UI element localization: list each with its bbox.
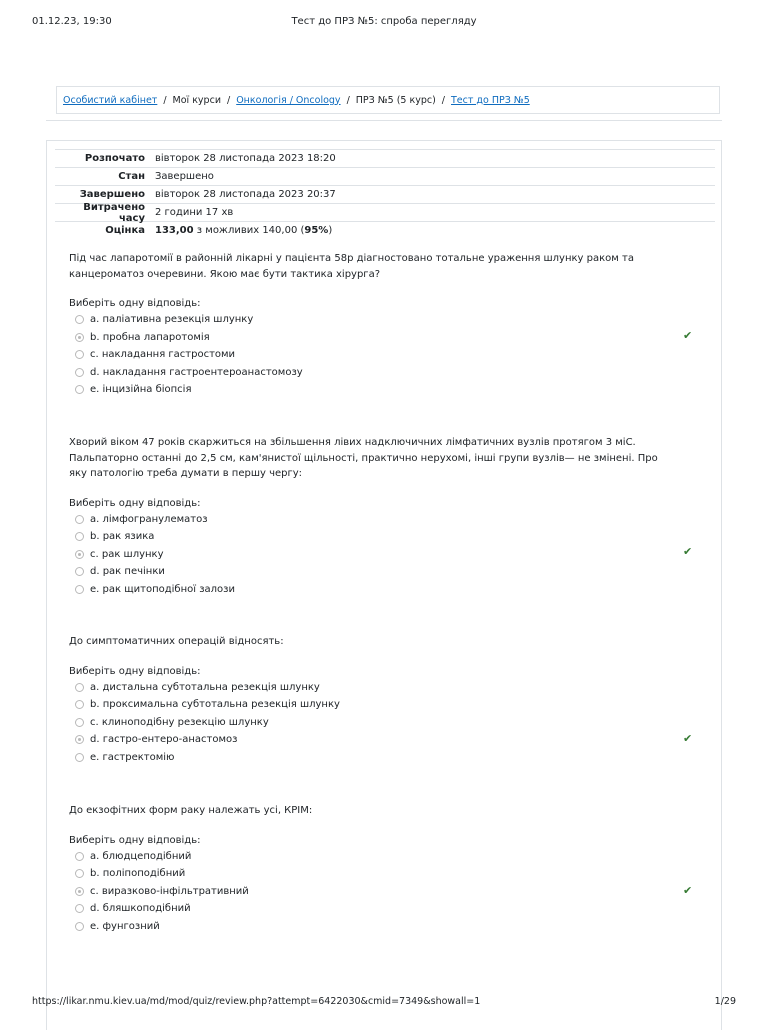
answer-list — [69, 848, 699, 936]
print-footer — [32, 996, 736, 1010]
radio-button[interactable] — [75, 700, 84, 709]
check-icon: ✔ — [683, 732, 693, 745]
answer-prompt: Виберіть одну відповідь: — [69, 298, 201, 309]
attempt-summary-table — [55, 149, 715, 239]
answer-prompt: Виберіть одну відповідь: — [69, 665, 201, 677]
print-datetime: 01.12.23, 19:30 — [32, 16, 112, 27]
question-4 — [69, 803, 699, 935]
question-text: Під час лапаротомії в районній лікарні у пацієнта 58р діагностовано тотальне ураження шлунку раком та канцероматоз очеревини. Якою має бути тактика хірурга? — [69, 253, 634, 280]
radio-button-selected[interactable] — [75, 333, 84, 342]
radio-button[interactable] — [75, 718, 84, 727]
breadcrumb — [56, 86, 720, 114]
answer-list — [69, 679, 699, 767]
question-text: Хворий віком 47 років скаржиться на збільшення лівих надключичних лімфатичних вузлів протягом 3 міС. Пальпаторно останні до 2,5 см, кам'янистої щільності, практично нерухомі, інші групи вузлів— не змінені. Про яку патологію треба думати в першу чергу: — [69, 437, 658, 479]
breadcrumb-my-courses: Мої курси — [172, 94, 221, 106]
question-text: До екзофітних форм раку належать усі, КРІМ: — [69, 805, 313, 816]
answer-option: d. накладання гастроентероанастомозу — [69, 364, 699, 382]
answer-option: a. паліативна резекція шлунку — [69, 311, 699, 329]
answer-option: c. накладання гастростоми — [69, 346, 699, 364]
answer-option: c. клиноподібну резекцію шлунку — [69, 714, 699, 732]
summary-row-grade: Оцінка 133,00 з можливих 140,00 (95%) — [55, 221, 715, 239]
answer-option: a. дистальна субтотальна резекція шлунку — [69, 679, 699, 697]
radio-button-selected[interactable] — [75, 550, 84, 559]
question-2 — [69, 435, 699, 598]
answer-option: b. рак язика — [69, 528, 699, 546]
answer-list — [69, 511, 699, 599]
answer-option: c. рак шлунку — [69, 546, 699, 564]
quiz-review-content — [46, 140, 722, 1030]
check-icon: ✔ — [683, 545, 693, 558]
answer-option: b. пробна лапаротомія — [69, 329, 699, 347]
radio-button[interactable] — [75, 567, 84, 576]
breadcrumb-separator: / — [346, 94, 350, 106]
question-3 — [69, 634, 699, 766]
check-icon: ✔ — [683, 329, 693, 342]
answer-option: e. рак щитоподібної залози — [69, 581, 699, 599]
grade-value: 133,00 з можливих 140,00 (95%) — [155, 225, 333, 236]
answer-option: d. рак печінки — [69, 563, 699, 581]
breadcrumb-section: ПРЗ №5 (5 курс) — [355, 94, 436, 106]
answer-option: d. гастро-ентеро-анастомоз — [69, 731, 699, 749]
breadcrumb-separator: / — [163, 94, 167, 106]
breadcrumb-course-link[interactable]: Онкологія / Oncology — [236, 94, 341, 106]
answer-option: a. блюдцеподібний — [69, 848, 699, 866]
breadcrumb-separator: / — [441, 94, 445, 106]
print-title: Тест до ПРЗ №5: спроба перегляду — [291, 16, 477, 27]
radio-button[interactable] — [75, 753, 84, 762]
breadcrumb-separator: / — [227, 94, 231, 106]
summary-row-started: Розпочато вівторок 28 листопада 2023 18:20 — [55, 149, 715, 167]
question-1 — [69, 251, 699, 399]
answer-option: e. гастректомію — [69, 749, 699, 767]
page-number: 1/29 — [714, 996, 736, 1007]
breadcrumb-quiz-link[interactable]: Тест до ПРЗ №5 — [451, 94, 530, 106]
radio-button[interactable] — [75, 350, 84, 359]
radio-button[interactable] — [75, 385, 84, 394]
check-icon: ✔ — [683, 884, 693, 897]
answer-option: e. інцизійна біопсія — [69, 381, 699, 399]
answer-prompt: Виберіть одну відповідь: — [69, 497, 201, 509]
radio-button[interactable] — [75, 922, 84, 931]
radio-button[interactable] — [75, 585, 84, 594]
answer-option: b. поліпоподібний — [69, 865, 699, 883]
print-url: https://likar.nmu.kiev.ua/md/mod/quiz/review.php?attempt=6422030&cmid=7349&showall=1 — [32, 996, 481, 1007]
radio-button[interactable] — [75, 515, 84, 524]
radio-button[interactable] — [75, 368, 84, 377]
divider — [46, 120, 722, 121]
summary-row-time-taken: Витрачено часу 2 години 17 хв — [55, 203, 715, 221]
radio-button-selected[interactable] — [75, 735, 84, 744]
radio-button[interactable] — [75, 869, 84, 878]
answer-option: b. проксимальна субтотальна резекція шлунку — [69, 696, 699, 714]
summary-row-state: Стан Завершено — [55, 167, 715, 185]
answer-option: c. виразково-інфільтративний — [69, 883, 699, 901]
answer-option: a. лімфогранулематоз — [69, 511, 699, 529]
question-text: До симптоматичних операцій відносять: — [69, 636, 284, 647]
radio-button[interactable] — [75, 683, 84, 692]
breadcrumb-dashboard-link[interactable]: Особистий кабінет — [63, 94, 158, 106]
radio-button[interactable] — [75, 852, 84, 861]
radio-button-selected[interactable] — [75, 887, 84, 896]
radio-button[interactable] — [75, 315, 84, 324]
radio-button[interactable] — [75, 904, 84, 913]
radio-button[interactable] — [75, 532, 84, 541]
answer-option: d. бляшкоподібний — [69, 900, 699, 918]
summary-row-completed: Завершено вівторок 28 листопада 2023 20:37 — [55, 185, 715, 203]
answer-option: e. фунгозний — [69, 918, 699, 936]
answer-prompt: Виберіть одну відповідь: — [69, 834, 201, 846]
print-header — [32, 16, 736, 30]
answer-list — [69, 311, 699, 399]
